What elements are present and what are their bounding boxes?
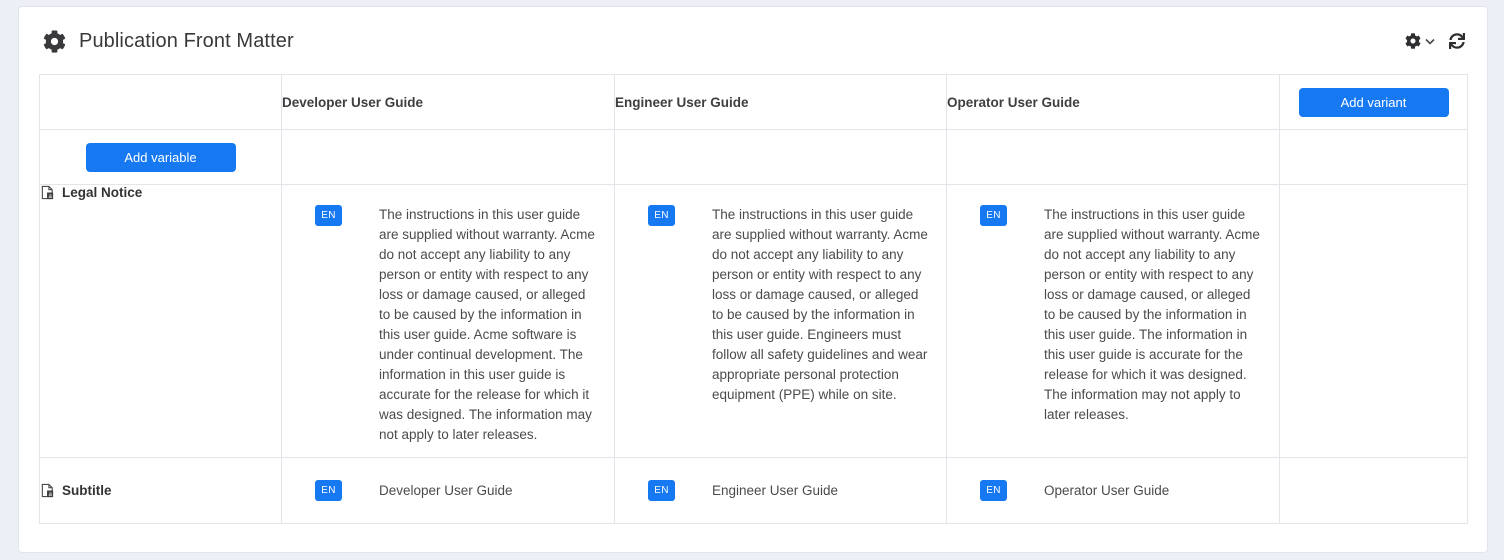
language-badge: EN — [315, 205, 342, 226]
svg-text:a: a — [48, 192, 52, 200]
variable-value-text[interactable]: The instructions in this user guide are supplied without warranty. Acme do not accept any liability to any person or entity with respect to any loss or damage caused, or alleged to be caused by the information in this user guide. Acme software is under continual development. The information in this user guide is accurate for the release for which it was designed. The information may not apply to later releases. — [379, 207, 595, 442]
language-badge: EN — [648, 480, 675, 501]
variable-value-text[interactable]: Engineer User Guide — [712, 483, 839, 498]
variant-header-engineer: Engineer User Guide — [615, 75, 947, 130]
empty-cell — [1280, 130, 1468, 185]
settings-dropdown-button[interactable] — [1405, 33, 1435, 49]
variable-value-text[interactable]: Developer User Guide — [379, 483, 513, 498]
add-variant-button[interactable]: Add variant — [1299, 88, 1449, 117]
empty-cell — [282, 130, 615, 185]
publication-settings-icon — [43, 30, 66, 53]
variable-name-cell — [40, 458, 282, 524]
variable-value-text[interactable]: The instructions in this user guide are supplied without warranty. Acme do not accept any liability to any person or entity with respect to any loss or damage caused, or alleged to be caused by the information in this user guide. The information in this user guide is accurate for the release for which it was designed. The information may not apply to later releases. — [1044, 207, 1260, 422]
gear-icon — [1405, 33, 1421, 49]
empty-cell — [1280, 185, 1468, 458]
value-cell-operator — [947, 458, 1280, 524]
add-variable-row — [40, 130, 1468, 185]
empty-cell — [947, 130, 1280, 185]
variable-icon — [40, 185, 55, 200]
variable-value-text[interactable]: The instructions in this user guide are supplied without warranty. Acme do not accept any liability to any person or entity with respect to any loss or damage caused, or alleged to be caused by the information in this user guide. Engineers must follow all safety guidelines and wear appropriate personal protection equipment (PPE) while on site. — [712, 207, 928, 402]
add-variable-button[interactable]: Add variable — [86, 143, 236, 172]
language-badge: EN — [980, 480, 1007, 501]
variable-name-cell — [40, 185, 282, 458]
add-variable-cell — [40, 130, 282, 185]
refresh-icon[interactable] — [1449, 33, 1465, 49]
chevron-down-icon — [1425, 38, 1435, 45]
variable-icon — [40, 483, 55, 498]
front-matter-table — [39, 74, 1468, 524]
svg-text:a: a — [48, 490, 52, 498]
empty-cell — [1280, 458, 1468, 524]
add-variant-header-cell — [1280, 75, 1468, 130]
table-row-legal-notice — [40, 185, 1468, 458]
variable-name-label: Subtitle — [62, 483, 112, 498]
language-badge: EN — [648, 205, 675, 226]
value-cell-engineer — [615, 185, 947, 458]
language-badge: EN — [315, 480, 342, 501]
variant-header-operator: Operator User Guide — [947, 75, 1280, 130]
language-badge: EN — [980, 205, 1007, 226]
table-header-row — [40, 75, 1468, 130]
empty-cell — [615, 130, 947, 185]
value-cell-developer — [282, 458, 615, 524]
variable-name-label: Legal Notice — [62, 185, 143, 200]
value-cell-developer — [282, 185, 615, 458]
table-row-subtitle — [40, 458, 1468, 524]
corner-header-cell — [40, 75, 282, 130]
page-title: Publication Front Matter — [79, 29, 294, 52]
value-cell-engineer — [615, 458, 947, 524]
value-cell-operator — [947, 185, 1280, 458]
variable-value-text[interactable]: Operator User Guide — [1044, 483, 1170, 498]
header-actions — [1405, 33, 1465, 49]
publication-front-matter-panel — [18, 6, 1488, 553]
panel-header — [19, 7, 1487, 55]
variant-header-developer: Developer User Guide — [282, 75, 615, 130]
